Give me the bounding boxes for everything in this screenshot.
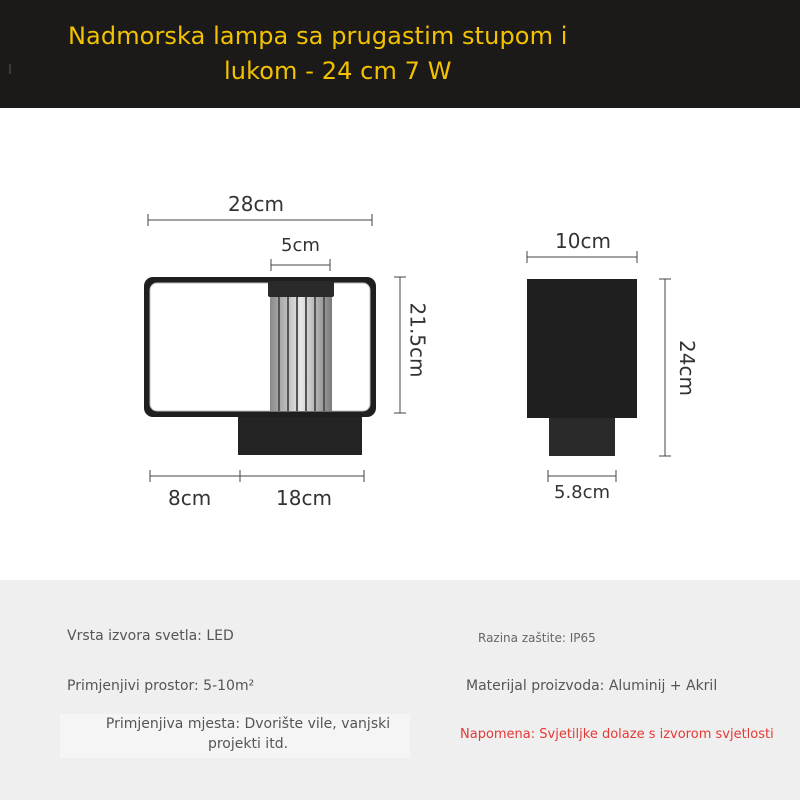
spec-material: Materijal proizvoda: Aluminij + Akril [466, 678, 718, 694]
column-width-dimension [271, 259, 330, 271]
side-lamp [527, 279, 637, 456]
spec-protection: Razina zaštite: IP65 [478, 631, 596, 645]
side-width-label: 10cm [555, 229, 611, 253]
side-base-dimension [548, 470, 616, 482]
title-line-2: lukom - 24 cm 7 W [224, 57, 452, 85]
column-width-label: 5cm [281, 235, 320, 256]
spec-note: Napomena: Svjetiljke dolaze s izvorom svjetlosti [460, 727, 774, 742]
front-height-label: 21.5cm [405, 302, 430, 378]
dimension-drawing [0, 108, 800, 580]
front-lamp [144, 277, 376, 455]
side-base-label: 5.8cm [554, 482, 611, 503]
spec-light-source: Vrsta izvora svetla: LED [67, 628, 234, 644]
side-height-label: 24cm [674, 340, 699, 396]
right-segment-label: 18cm [276, 486, 332, 510]
header-banner [0, 0, 800, 108]
header-mark [9, 64, 11, 74]
specs-panel [0, 580, 800, 800]
front-width-label: 28cm [228, 192, 284, 216]
front-bottom-dimensions [150, 470, 364, 482]
left-segment-label: 8cm [168, 486, 212, 510]
front-height-dimension [394, 277, 406, 413]
title-line-1: Nadmorska lampa sa prugastim stupom i [68, 22, 568, 50]
spec-area: Primjenjivi prostor: 5-10m² [67, 678, 255, 694]
side-height-dimension [659, 279, 671, 456]
spec-places: Primjenjiva mjesta: Dvorište vile, vanjski projekti itd. [105, 716, 391, 752]
